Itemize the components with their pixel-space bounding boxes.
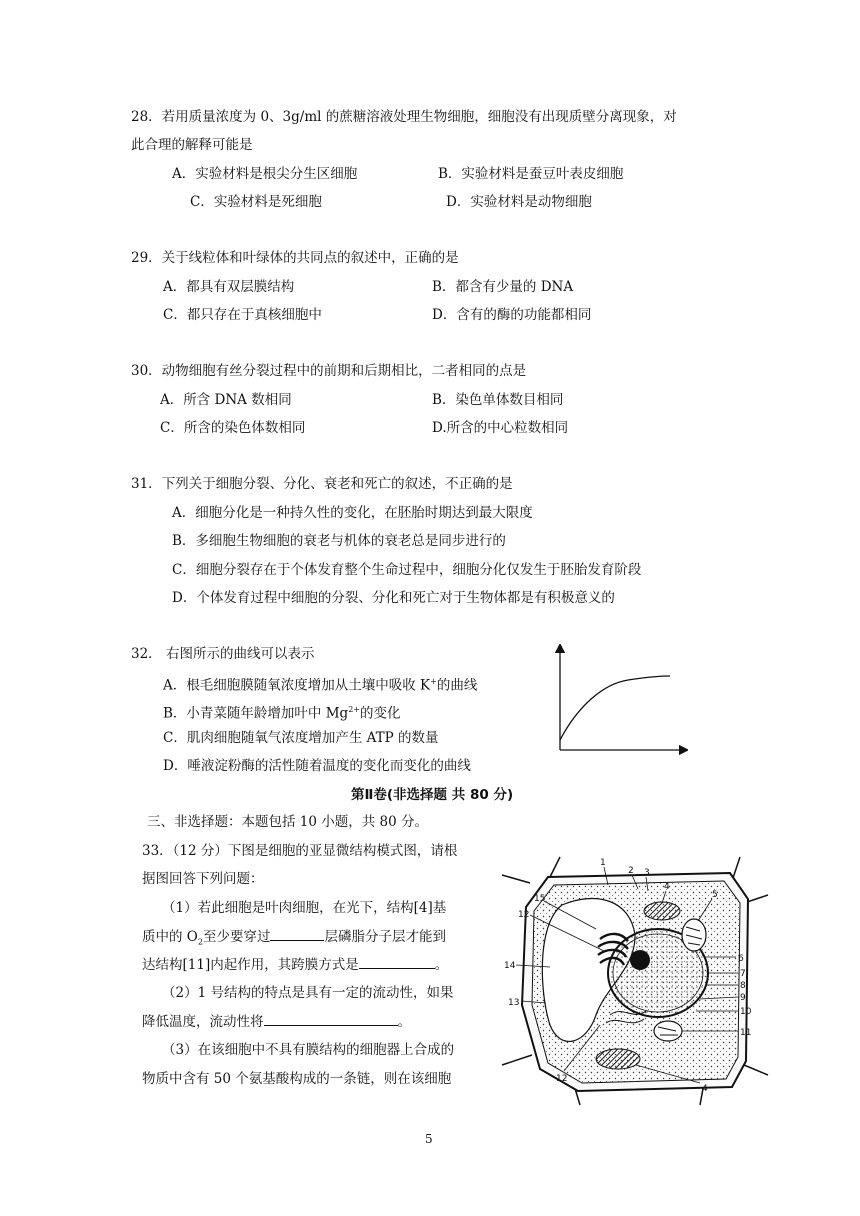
label-12: 12 <box>518 910 530 920</box>
q31-option-d: D．个体发育过程中细胞的分裂、分化和死亡对于生物体都是有积极意义的 <box>172 590 615 606</box>
label-10: 10 <box>740 1007 752 1017</box>
q28-stem-line1: 28．若用质量浓度为 0、3g/ml 的蔗糖溶液处理生物细胞，细胞没有出现质壁分离现象，对 <box>131 109 677 125</box>
q32-option-b: B．小青菜随年龄增加叶中 $Mg^{2+}$的变化 <box>163 705 401 722</box>
label-1: 1 <box>600 858 606 868</box>
nucleolus <box>630 950 650 970</box>
q29-option-d: D．含有的酶的功能都相同 <box>432 307 592 323</box>
label-6: 6 <box>738 954 744 964</box>
q29-option-c: C．都只存在于真核细胞中 <box>163 307 322 323</box>
q33-part1-line2: 质中的 $O_2$至少要穿过 层磷脂分子层才能到 <box>142 929 446 947</box>
label-3: 3 <box>644 868 650 878</box>
q32-option-d: D．唾液淀粉酶的活性随着温度的变化而变化的曲线 <box>163 758 471 774</box>
q33-part3-line2: 物质中含有 50 个氨基酸构成的一条链，则在该细胞 <box>142 1071 452 1087</box>
q32-option-c: C．肌肉细胞随氧气浓度增加产生 ATP 的数量 <box>163 730 439 746</box>
q28-stem-line2: 此合理的解释可能是 <box>131 137 253 153</box>
mitochondrion-top <box>682 919 706 951</box>
label-14: 14 <box>504 961 516 971</box>
q31-stem: 31．下列关于细胞分裂、分化、衰老和死亡的叙述，不正确的是 <box>131 476 513 492</box>
label-5: 5 <box>712 890 718 900</box>
q33-part1-line3: 达结构[11]内起作用，其跨膜方式是 。 <box>142 957 449 973</box>
section3-heading: 三、非选择题：本题包括 10 小题，共 80 分。 <box>147 814 429 830</box>
chloroplast-top <box>644 902 680 920</box>
q32-curve-graph <box>548 644 688 756</box>
q30-option-d: D.所含的中心粒数相同 <box>432 420 569 436</box>
page-number: 5 <box>425 1132 433 1146</box>
q33-part2-line1: （2）1 号结构的特点是具有一定的流动性，如果 <box>162 985 454 1001</box>
label-4-bottom: 4 <box>702 1084 708 1094</box>
label-8: 8 <box>740 981 746 991</box>
q28-option-a: A．实验材料是根尖分生区细胞 <box>172 166 358 182</box>
answer-blank-1[interactable] <box>270 928 324 941</box>
q29-stem: 29．关于线粒体和叶绿体的共同点的叙述中，正确的是 <box>131 250 459 266</box>
q33-stem-line1: 33．（12 分）下图是细胞的亚显微结构模式图，请根 <box>142 843 458 859</box>
chloroplast-bottom <box>596 1049 640 1069</box>
label-15: 15 <box>534 894 546 904</box>
q28-option-c: C．实验材料是死细胞 <box>190 194 322 210</box>
q33-part2-line2: 降低温度，流动性将 。 <box>142 1014 411 1030</box>
plant-cell-diagram <box>500 855 770 1107</box>
label-7: 7 <box>740 969 746 979</box>
q30-stem: 30．动物细胞有丝分裂过程中的前期和后期相比，二者相同的点是 <box>131 363 527 379</box>
q30-option-c: C．所含的染色体数相同 <box>160 420 306 436</box>
label-2: 2 <box>628 866 634 876</box>
q33-stem-line2: 据图回答下列问题： <box>142 871 264 887</box>
q32-option-a: A．根毛细胞膜随氧浓度增加从土壤中吸收 K+的曲线 <box>163 677 478 694</box>
label-12-bottom: 12 <box>556 1074 568 1084</box>
q31-option-a: A．细胞分化是一种持久性的变化，在胚胎时期达到最大限度 <box>172 505 533 521</box>
label-13: 13 <box>508 998 520 1008</box>
q28-option-d: D．实验材料是动物细胞 <box>446 194 592 210</box>
answer-blank-2[interactable] <box>359 956 435 969</box>
part2-title: 第Ⅱ卷(非选择题 共 80 分) <box>351 787 514 803</box>
q33-part1-line1: （1）若此细胞是叶肉细胞，在光下，结构[4]基 <box>162 900 447 916</box>
label-4: 4 <box>664 882 670 892</box>
q31-option-b: B．多细胞生物细胞的衰老与机体的衰老总是同步进行的 <box>172 533 506 549</box>
label-11: 11 <box>740 1028 752 1038</box>
q32-stem: 32． 右图所示的曲线可以表示 <box>131 646 315 662</box>
q29-option-b: B．都含有少量的 DNA <box>432 279 574 295</box>
answer-blank-3[interactable] <box>264 1013 398 1026</box>
q30-option-a: A．所含 DNA 数相同 <box>160 392 292 408</box>
graph-saturation-curve <box>560 676 670 740</box>
label-9: 9 <box>740 993 746 1003</box>
q33-part3-line1: （3）在该细胞中不具有膜结构的细胞器上合成的 <box>162 1042 455 1058</box>
q28-option-b: B．实验材料是蚕豆叶表皮细胞 <box>438 166 624 182</box>
mitochondrion-bottom <box>654 1021 682 1041</box>
q31-option-c: C．细胞分裂存在于个体发育整个生命过程中，细胞分化仅发生于胚胎发育阶段 <box>172 562 642 578</box>
q29-option-a: A．都具有双层膜结构 <box>163 279 295 295</box>
q30-option-b: B．染色单体数目相同 <box>432 392 564 408</box>
